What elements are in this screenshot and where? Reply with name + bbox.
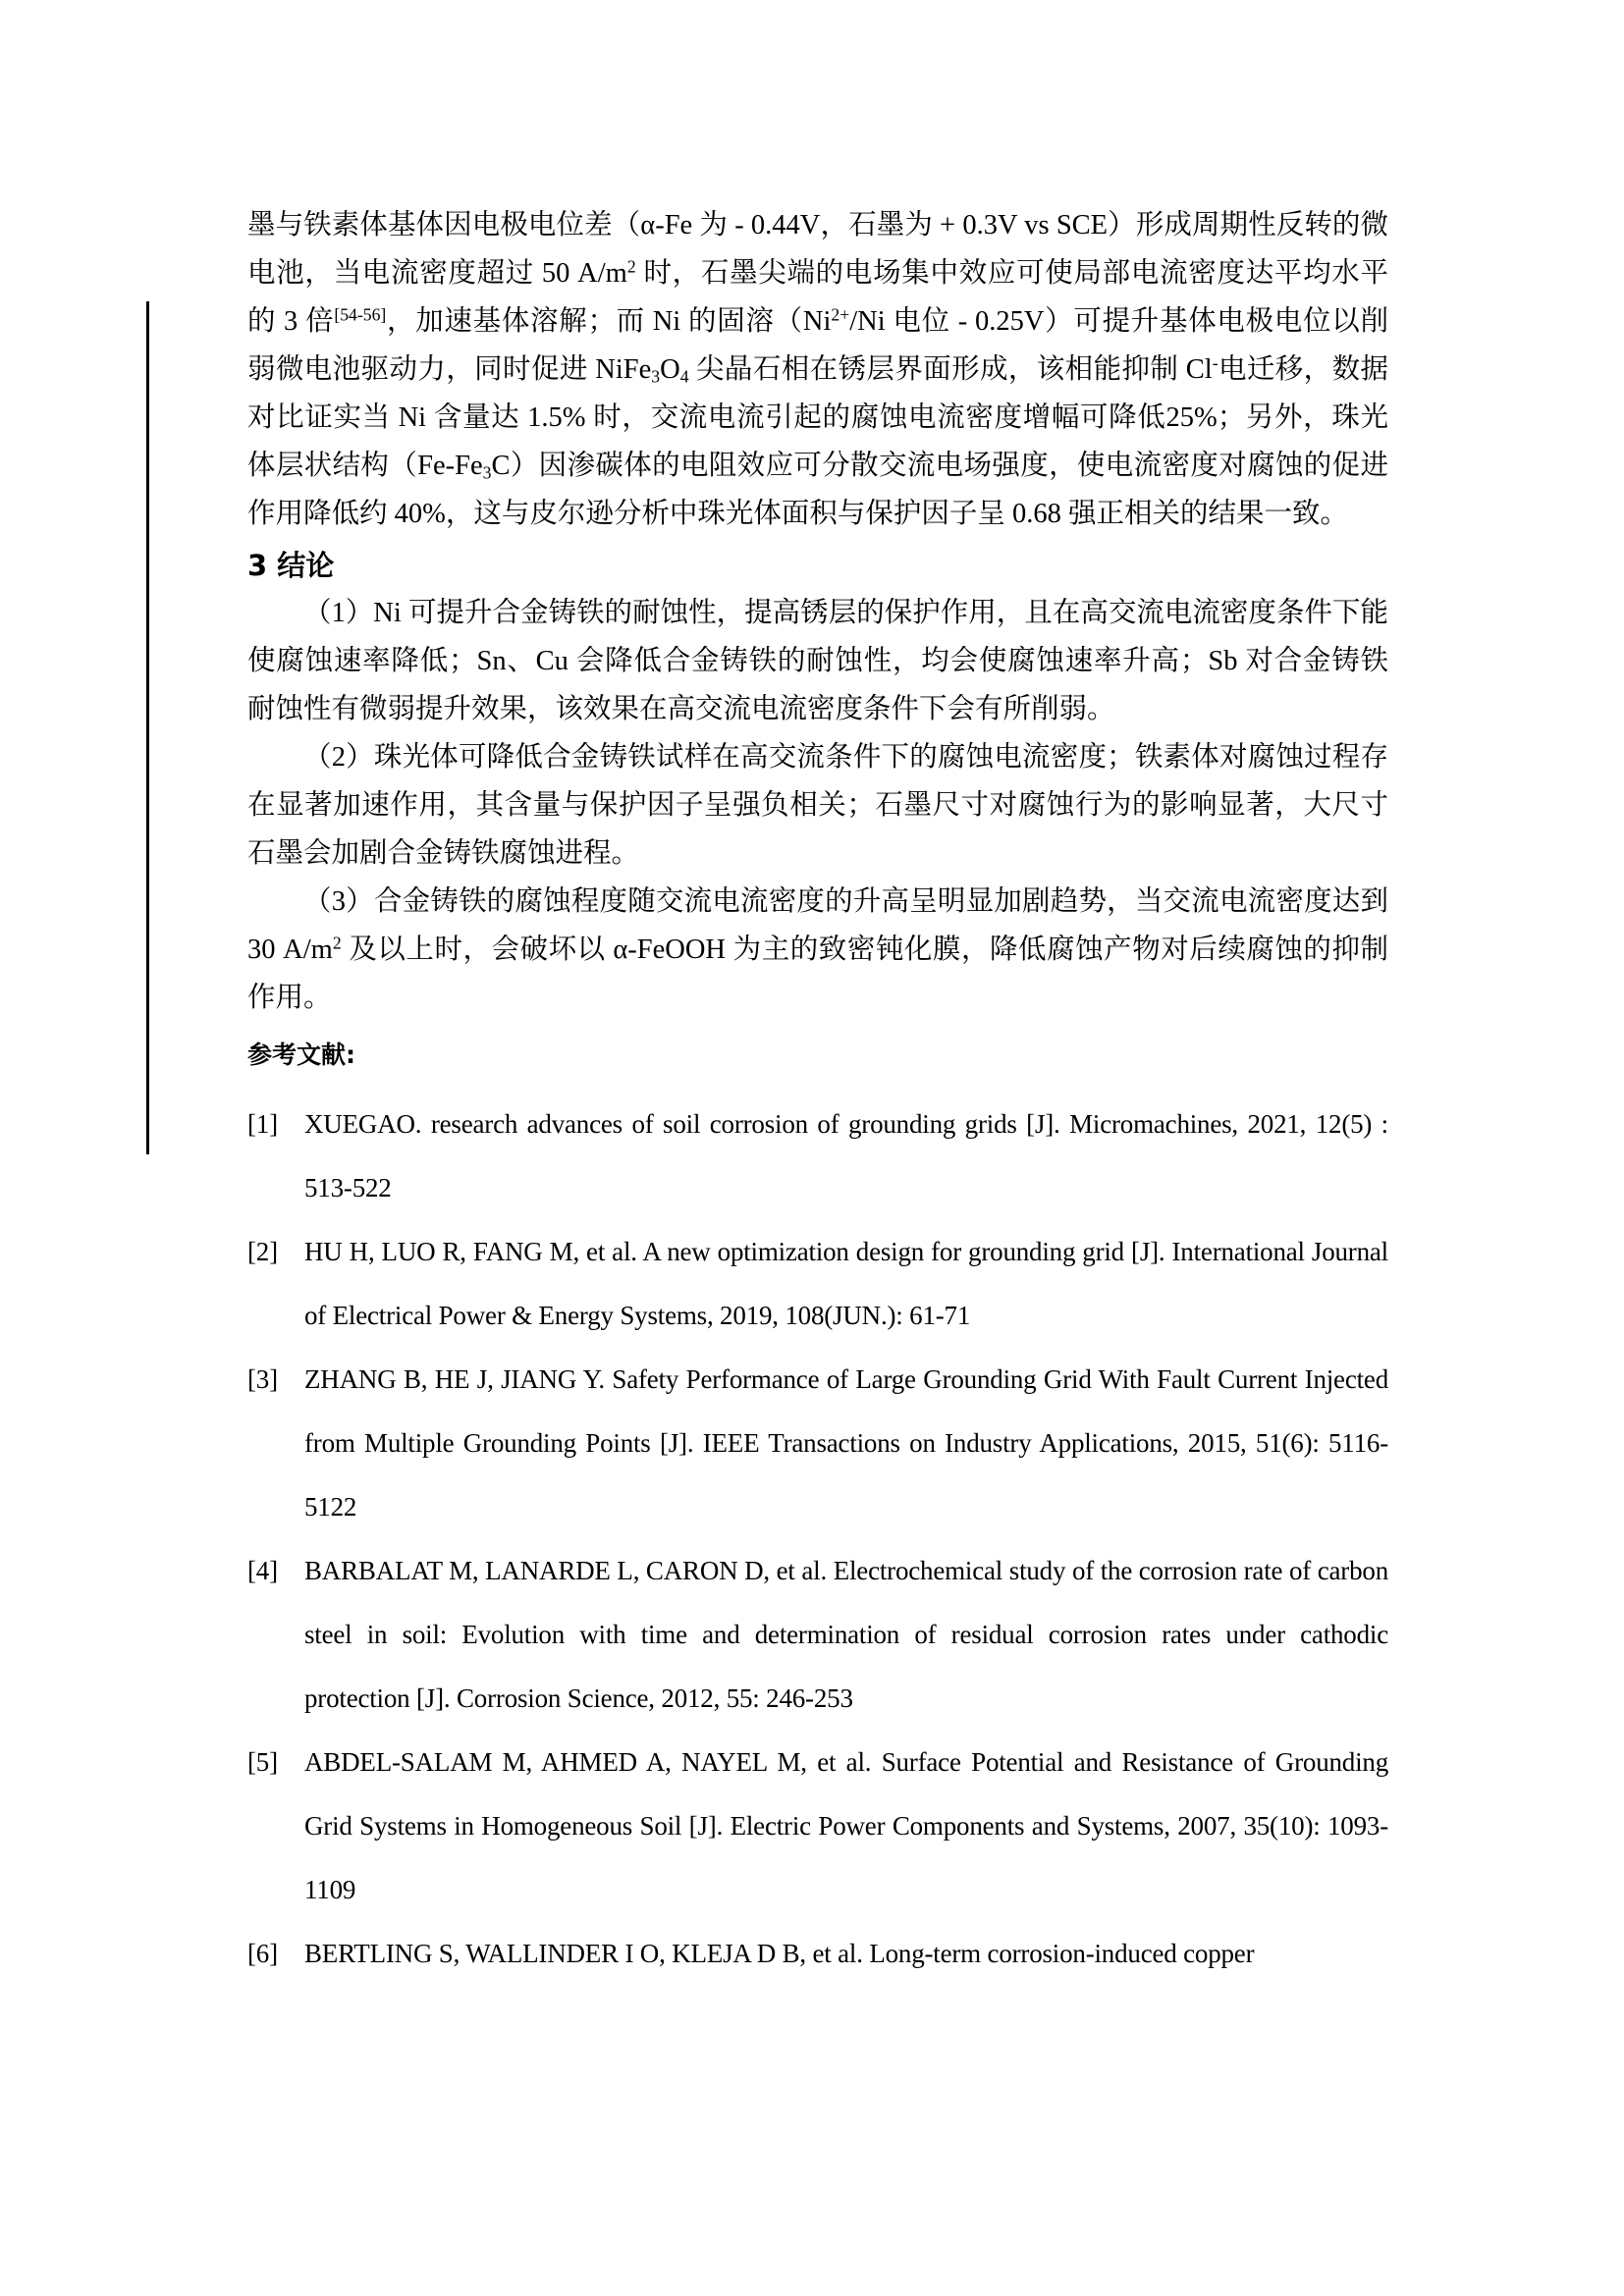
page-content xyxy=(247,201,1388,1986)
reference-number: [3] xyxy=(247,1364,278,1394)
reference-text: ABDEL-SALAM M, AHMED A, NAYEL M, et al. Surface Potential and Resistance of Grounding Grid Systems in Homogeneous Soil [J]. Electric Power Components and Systems, 2007, 35(10): 1093-1109 xyxy=(304,1747,1388,1904)
reference-item xyxy=(247,1348,1388,1539)
conclusion-paragraph-1: （1）Ni 可提升合金铸铁的耐蚀性，提高锈层的保护作用，且在高交流电流密度条件下能使腐蚀速率降低；Sn、Cu 会降低合金铸铁的耐蚀性，均会使腐蚀速率升高；Sb 对合金铸铁耐蚀性有微弱提升效果，该效果在高交流电流密度条件下会有所削弱。 xyxy=(247,598,1388,724)
references-title: 参考文献: xyxy=(247,1041,355,1069)
reference-text: BARBALAT M, LANARDE L, CARON D, et al. Electrochemical study of the corrosion rate of carbon steel in soil: Evolution with time and determination of residual corrosion rates under cathodic protection [J]. Corrosion Science, 2012, 55: 246-253 xyxy=(304,1556,1388,1713)
reference-number: [4] xyxy=(247,1556,278,1585)
superscript: - xyxy=(1212,352,1218,373)
subscript: 3 xyxy=(651,366,661,387)
superscript: [54-56] xyxy=(334,304,387,325)
reference-item xyxy=(247,1731,1388,1922)
reference-item xyxy=(247,1093,1388,1220)
reference-text: ZHANG B, HE J, JIANG Y. Safety Performance of Large Grounding Grid With Fault Current Injected from Multiple Grounding Points [J]. IEEE Transactions on Industry Applications, 2015, 51(6): 5116-5122 xyxy=(304,1364,1388,1522)
subscript: 4 xyxy=(679,366,689,387)
reference-number: [2] xyxy=(247,1237,278,1266)
reference-text: BERTLING S, WALLINDER I O, KLEJA D B, et al. Long-term corrosion-induced copper xyxy=(304,1939,1255,1968)
conclusion-paragraph-3: （3）合金铸铁的腐蚀程度随交流电流密度的升高呈明显加剧趋势，当交流电流密度达到 30 $A/m^2$ 及以上时，会破坏以 α-FeOOH 为主的致密钝化膜，降低腐蚀产物对后续腐蚀的抑制作用。 xyxy=(247,886,1389,1013)
superscript: 2 xyxy=(626,256,636,277)
reference-number: [1] xyxy=(247,1109,278,1139)
reference-item xyxy=(247,1922,1388,1986)
subscript: 3 xyxy=(482,462,492,483)
reference-item xyxy=(247,1220,1388,1348)
reference-item xyxy=(247,1539,1388,1731)
revision-change-bar xyxy=(146,301,149,1154)
reference-text: XUEGAO. research advances of soil corrosion of grounding grids [J]. Micromachines, 2021, 12(5) : 513-522 xyxy=(304,1109,1388,1202)
superscript: 2 xyxy=(332,933,342,953)
conclusion-paragraph-2: （2）珠光体可降低合金铸铁试样在高交流条件下的腐蚀电流密度；铁素体对腐蚀过程存在显著加速作用，其含量与保护因子呈强负相关；石墨尺寸对腐蚀行为的影响显著，大尺寸石墨会加剧合金铸铁腐蚀进程。 xyxy=(247,742,1388,869)
intro-paragraph: 墨与铁素体基体因电极电位差（α-Fe 为 - 0.44V，石墨为 + 0.3V vs SCE）形成周期性反转的微电池，当电流密度超过 50 $A/m^2$ 时，石墨尖端的电场集中效应可使局部电流密度达平均水平的 3 倍[54-56]，加速基体溶解；而 Ni 的固溶（$Ni^{2+}/Ni$ 电位 - 0.25V）可提升基体电极电位以削弱微电池驱动力，同时促进 $NiFe_3O_4$ 尖晶石相在锈层界面形成，该相能抑制 Cl-电迁移，数据对比证实当 Ni 含量达 1.5% 时，交流电流引起的腐蚀电流密度增幅可降低25%；另外，珠光体层状结构$(Fe-Fe_3C)$因渗碳体的电阻效应可分散交流电场强度，使电流密度对腐蚀的促进作用降低约 40%，这与皮尔逊分析中珠光体面积与保护因子呈 0.68 强正相关的结果一致。 xyxy=(247,210,1388,529)
reference-number: [5] xyxy=(247,1747,278,1777)
section-heading-conclusions: 3 结论 xyxy=(247,549,335,582)
superscript: 2+ xyxy=(831,304,850,325)
reference-number: [6] xyxy=(247,1939,278,1968)
references-list xyxy=(247,1093,1388,1986)
reference-text: HU H, LUO R, FANG M, et al. A new optimization design for grounding grid [J]. International Journal of Electrical Power & Energy Systems, 2019, 108(JUN.): 61-71 xyxy=(304,1237,1388,1330)
